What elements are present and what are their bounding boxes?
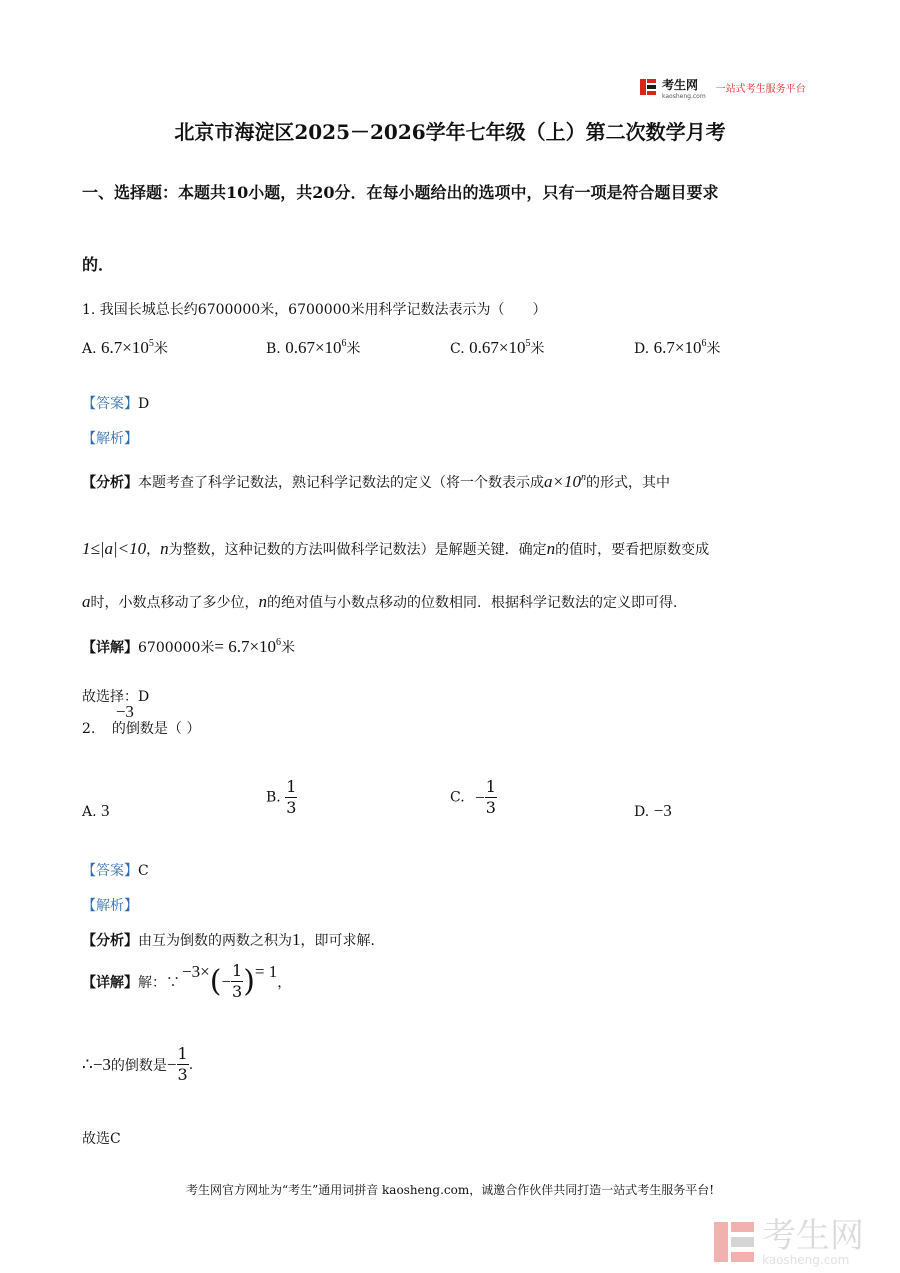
q2-therefore-fraction: $\frac{1}{3}$ xyxy=(177,1044,188,1084)
q2-answer xyxy=(82,860,149,880)
q2-fenxi: 【分析】由互为倒数的两数之积为1，即可求解． xyxy=(82,930,385,949)
kaosheng-logo-icon xyxy=(640,79,656,95)
q1-xiangjie-tag: 【详解】 xyxy=(82,640,138,656)
q2-fenxi-tag: 【分析】 xyxy=(82,933,138,949)
q1-option-a xyxy=(82,338,168,358)
logo-text xyxy=(662,74,706,100)
q1-option-b-value: $0.67\times 10^6$ xyxy=(285,338,347,357)
q1-option-d-label: D. xyxy=(634,341,650,357)
q1-option-d xyxy=(634,338,720,358)
therefore-symbol: ∴ xyxy=(82,1054,93,1074)
q1-option-a-unit: 米 xyxy=(153,341,168,357)
q2-stem: 2. −3的倒数是（ ） xyxy=(82,702,201,737)
watermark-domain: kaosheng.com xyxy=(762,1253,850,1267)
q1-fenxi-formula: $a\times 10^n$ xyxy=(544,472,586,491)
q1-option-d-unit: 米 xyxy=(706,341,721,357)
q1-option-d-value: $6.7\times 10^6$ xyxy=(653,338,707,357)
q1-fenxi-range: 1≤|a|<10 xyxy=(82,539,147,558)
watermark xyxy=(714,1218,864,1266)
page-title: 北京市海淀区2025－2026学年七年级（上）第二次数学月考 xyxy=(174,120,726,144)
q2-number: 2. xyxy=(82,721,96,737)
q2-option-d: D. −3 xyxy=(634,801,672,820)
q2-option-b: B. $\frac{1}{3}$ xyxy=(266,777,297,817)
q1-choose: 故选择：D xyxy=(82,689,150,705)
q1-analysis-tag: 【解析】 xyxy=(82,431,138,447)
q1-xiangjie-formula: = $6.7\times 10^6$ xyxy=(214,637,282,656)
q2-answer-value: C xyxy=(138,863,149,879)
q1-option-b-label: B. xyxy=(266,341,281,357)
q1-fenxi-line2: 1≤|a|<10，n为整数，这种记数的方法叫做科学记数法）是解题关键．确定n的值时，要看把原数变成 xyxy=(82,539,710,558)
q2-option-a-value: 3 xyxy=(101,801,110,820)
q1-fenxi-line1: 【分析】本题考查了科学记数法，熟记科学记数法的定义（将一个数表示成$a\times 10^n$的形式，其中 xyxy=(82,472,670,491)
q1-xiangjie: 【详解】6700000米= $6.7\times 10^6$米 xyxy=(82,637,296,656)
section-heading-line1: 一、选择题：本题共10小题，共20分．在每小题给出的选项中，只有一项是符合题目要求 xyxy=(82,183,719,202)
q1-answer-tag: 【答案】 xyxy=(82,396,138,412)
q2-therefore: ∴ −3 的倒数是 − $\frac{1}{3}$ . xyxy=(82,1044,194,1084)
q2-option-c-fraction: $\frac{1}{3}$ xyxy=(485,777,496,817)
q1-option-c-label: C. xyxy=(450,341,465,357)
q1-option-b-unit: 米 xyxy=(346,341,361,357)
page-footer: 考生网官方网址为“考生”通用词拼音 kaosheng.com，诚邀合作伙伴共同打造一站式考生服务平台! xyxy=(185,1183,715,1197)
q2-option-d-value: −3 xyxy=(653,801,672,820)
q1-option-a-label: A. xyxy=(82,341,97,357)
q2-choose: 故选C xyxy=(82,1131,121,1147)
watermark-logo-icon xyxy=(714,1222,754,1262)
q1-option-c xyxy=(450,338,544,358)
q1-answer-value: D xyxy=(138,396,150,412)
kaosheng-logo xyxy=(640,74,806,100)
q1-option-c-unit: 米 xyxy=(530,341,545,357)
q1-answer xyxy=(82,393,149,413)
q1-stem: 1. 我国长城总长约6700000米，6700000米用科学记数法表示为（ ） xyxy=(82,302,547,318)
watermark-text-group xyxy=(762,1218,864,1266)
q1-option-c-value: $0.67\times 10^5$ xyxy=(469,338,531,357)
logo-brand: 考生网 xyxy=(662,78,699,92)
q2-xiangjie-tag: 【详解】 xyxy=(82,974,138,991)
q1-option-a-value: $6.7\times 10^5$ xyxy=(101,338,154,357)
q2-analysis-tag: 【解析】 xyxy=(82,898,138,914)
q2-xiangjie-fraction: $\frac{1}{3}$ xyxy=(232,961,243,1001)
logo-slogan: 一站式考生服务平台 xyxy=(715,83,806,95)
watermark-text: 考生网 xyxy=(762,1216,864,1256)
logo-domain: kaosheng.com xyxy=(662,93,706,100)
q2-answer-tag: 【答案】 xyxy=(82,863,138,879)
q1-option-b xyxy=(266,338,361,358)
q2-option-a: A. 3 xyxy=(82,801,110,820)
q2-option-b-fraction: $\frac{1}{3}$ xyxy=(286,777,297,817)
q2-neg3: −3 xyxy=(115,702,134,721)
q2-xiangjie: 【详解】 解：∵ −3× ( − $\frac{1}{3}$ ) = 1 ， xyxy=(82,961,292,1001)
q2-option-c: C. − $\frac{1}{3}$ xyxy=(450,777,496,817)
q1-fenxi-line3: a时，小数点移动了多少位，n的绝对值与小数点移动的位数相同．根据科学记数法的定义即可得． xyxy=(82,592,687,611)
section-heading-line2: 的． xyxy=(82,255,115,274)
q1-fenxi-tag: 【分析】 xyxy=(82,475,138,491)
